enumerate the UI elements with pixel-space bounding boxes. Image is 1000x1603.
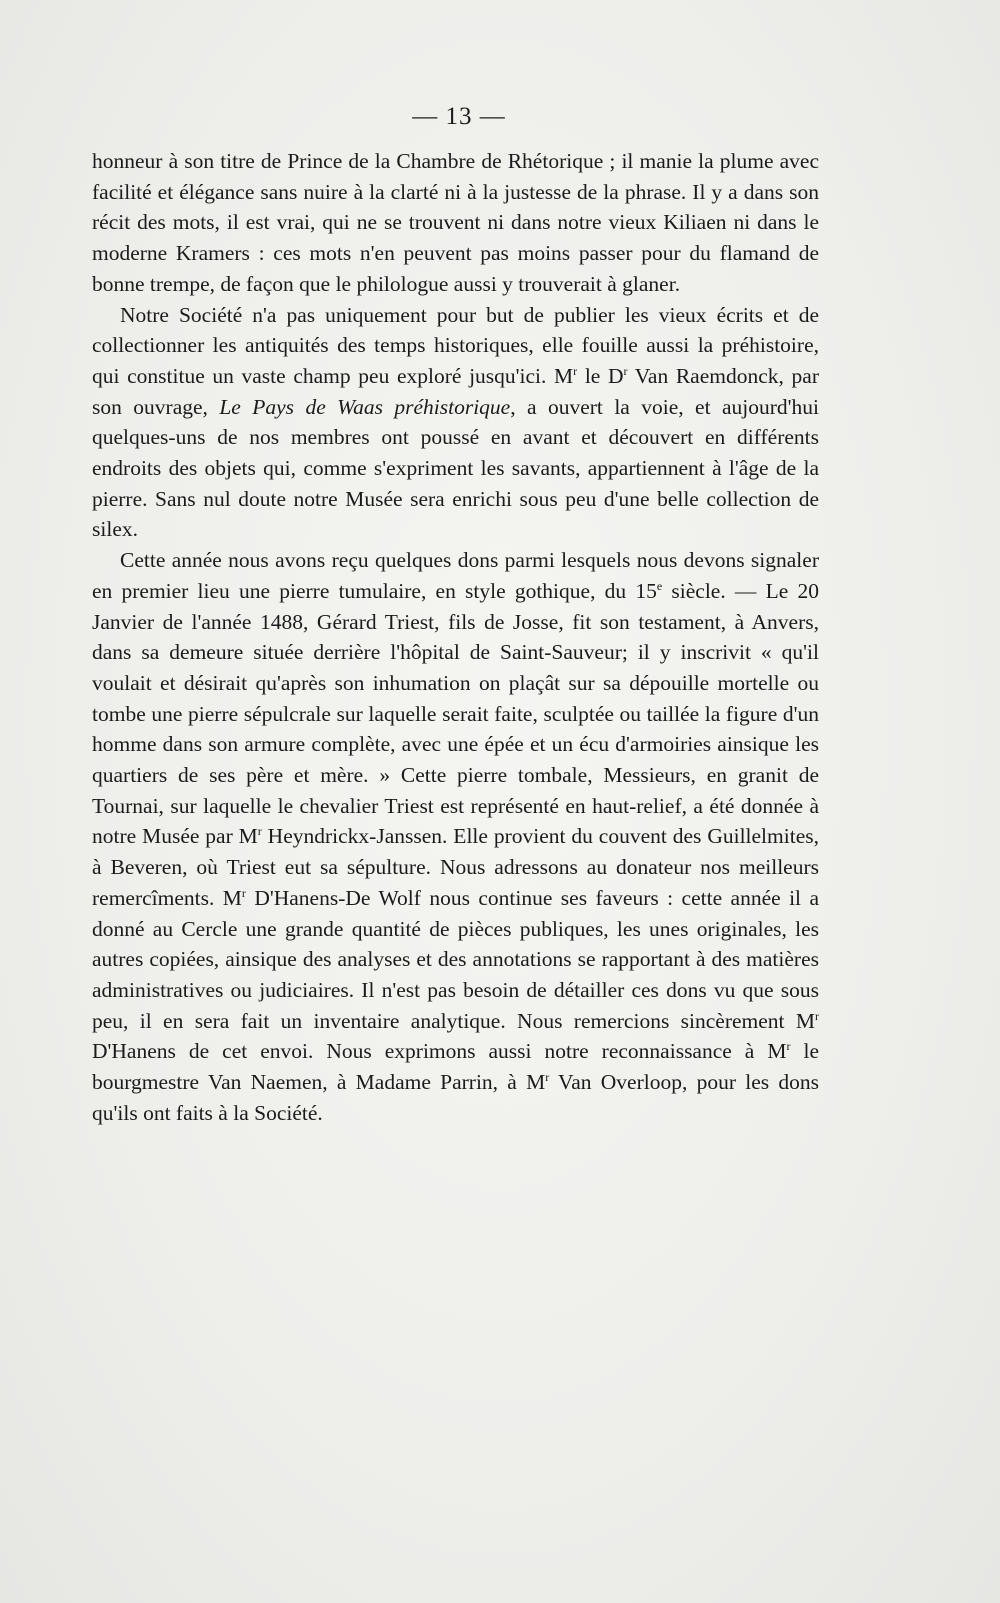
paragraph-3-text-e: D'Hanens de cet envoi. Nous exprimons aussi notre reconnaissance à M	[92, 1039, 787, 1064]
body-text	[92, 146, 819, 1129]
superscript: r	[573, 363, 578, 378]
superscript: r	[786, 1039, 791, 1054]
superscript: r	[623, 363, 628, 378]
paragraph-3-text-f: le bourgmestre Van Naemen, à Madame Parrin, à M	[92, 1039, 819, 1095]
paragraph-3-text-c: Heyndrickx-Janssen. Elle provient du couvent des Guillelmites, à Beveren, où Triest eut sa sépulture. Nous adressons au donateur nos meilleurs remercîments. M	[92, 824, 819, 910]
paragraph-2-text-c: Van Raemdonck, par son ouvrage,	[92, 363, 819, 419]
superscript: r	[815, 1008, 819, 1023]
superscript: e	[656, 578, 663, 593]
paragraph-3-text-g: Van Overloop, pour les dons qu'ils ont faits à la Société.	[92, 1070, 819, 1125]
paragraph-2-text-d: , a ouvert la voie, et aujourd'hui quelques-uns de nos membres ont poussé en avant et découvert en différents endroits des objets qui, comme s'expriment les savants, appartiennent à l'âge de la pierre. Sans nul doute notre Musée sera enrichi sous peu d'une belle collection de silex.	[92, 394, 820, 542]
superscript: r	[241, 885, 246, 900]
paragraph-1	[92, 146, 819, 300]
paragraph-1-text: honneur à son titre de Prince de la Chambre de Rhétorique ; il manie la plume avec facilité et élégance sans nuire à la clarté ni à la justesse de la phrase. Il y a dans son récit des mots, il est vrai, qui ne se trouvent ni dans notre vieux Kiliaen ni dans le moderne Kramers : ces mots n'en peuvent pas moins passer pour du flamand de bonne trempe, de façon que le philologue aussi y trouverait à glaner.	[92, 149, 819, 296]
paragraph-2	[92, 300, 819, 546]
paragraph-3	[92, 545, 819, 1128]
superscript: r	[545, 1070, 550, 1085]
paragraph-2-text-b: le D	[577, 363, 624, 388]
superscript: r	[257, 824, 262, 839]
paragraph-3-text-d: D'Hanens-De Wolf nous continue ses faveurs : cette année il a donné au Cercle une grande quantité de pièces publiques, les unes originales, les autres copiées, ainsique des analyses et des annotations se rapportant à des matières administratives ou judiciaires. Il n'est pas besoin de détailler ces dons vu que sous peu, il en sera fait un inventaire analytique. Nous remercions sincèrement M	[92, 885, 819, 1033]
page-number: — 13 —	[412, 103, 506, 130]
book-title: Le Pays de Waas préhistorique	[219, 394, 511, 419]
paragraph-3-text-a: Cette année nous avons reçu quelques dons parmi lesquels nous devons signaler en premier lieu une pierre tumulaire, en style gothique, du 15	[92, 548, 819, 603]
paragraph-3-text-b: siècle. — Le 20 Janvier de l'année 1488, Gérard Triest, fils de Josse, fit son testament, à Anvers, dans sa demeure située derrière l'hôpital de Saint-Sauveur; il y inscrivit « qu'il voulait et désirait qu'après son inhumation on plaçât sur sa dépouille mortelle ou tombe une pierre sépulcrale sur laquelle serait faite, sculptée ou taillée la figure d'un homme dans son armure complète, avec une épée et un écu d'armoiries ainsique les quartiers de ses père et mère. » Cette pierre tombale, Messieurs, en granit de Tournai, sur laquelle le chevalier Triest est représenté en haut-relief, a été donnée à notre Musée par M	[92, 578, 819, 849]
paragraph-2-text-a: Notre Société n'a pas uniquement pour but de publier les vieux écrits et de collectionner les antiquités des temps historiques, elle fouille aussi la préhistoire, qui constitue un vaste champ peu exploré jusqu'ici. M	[92, 302, 819, 388]
